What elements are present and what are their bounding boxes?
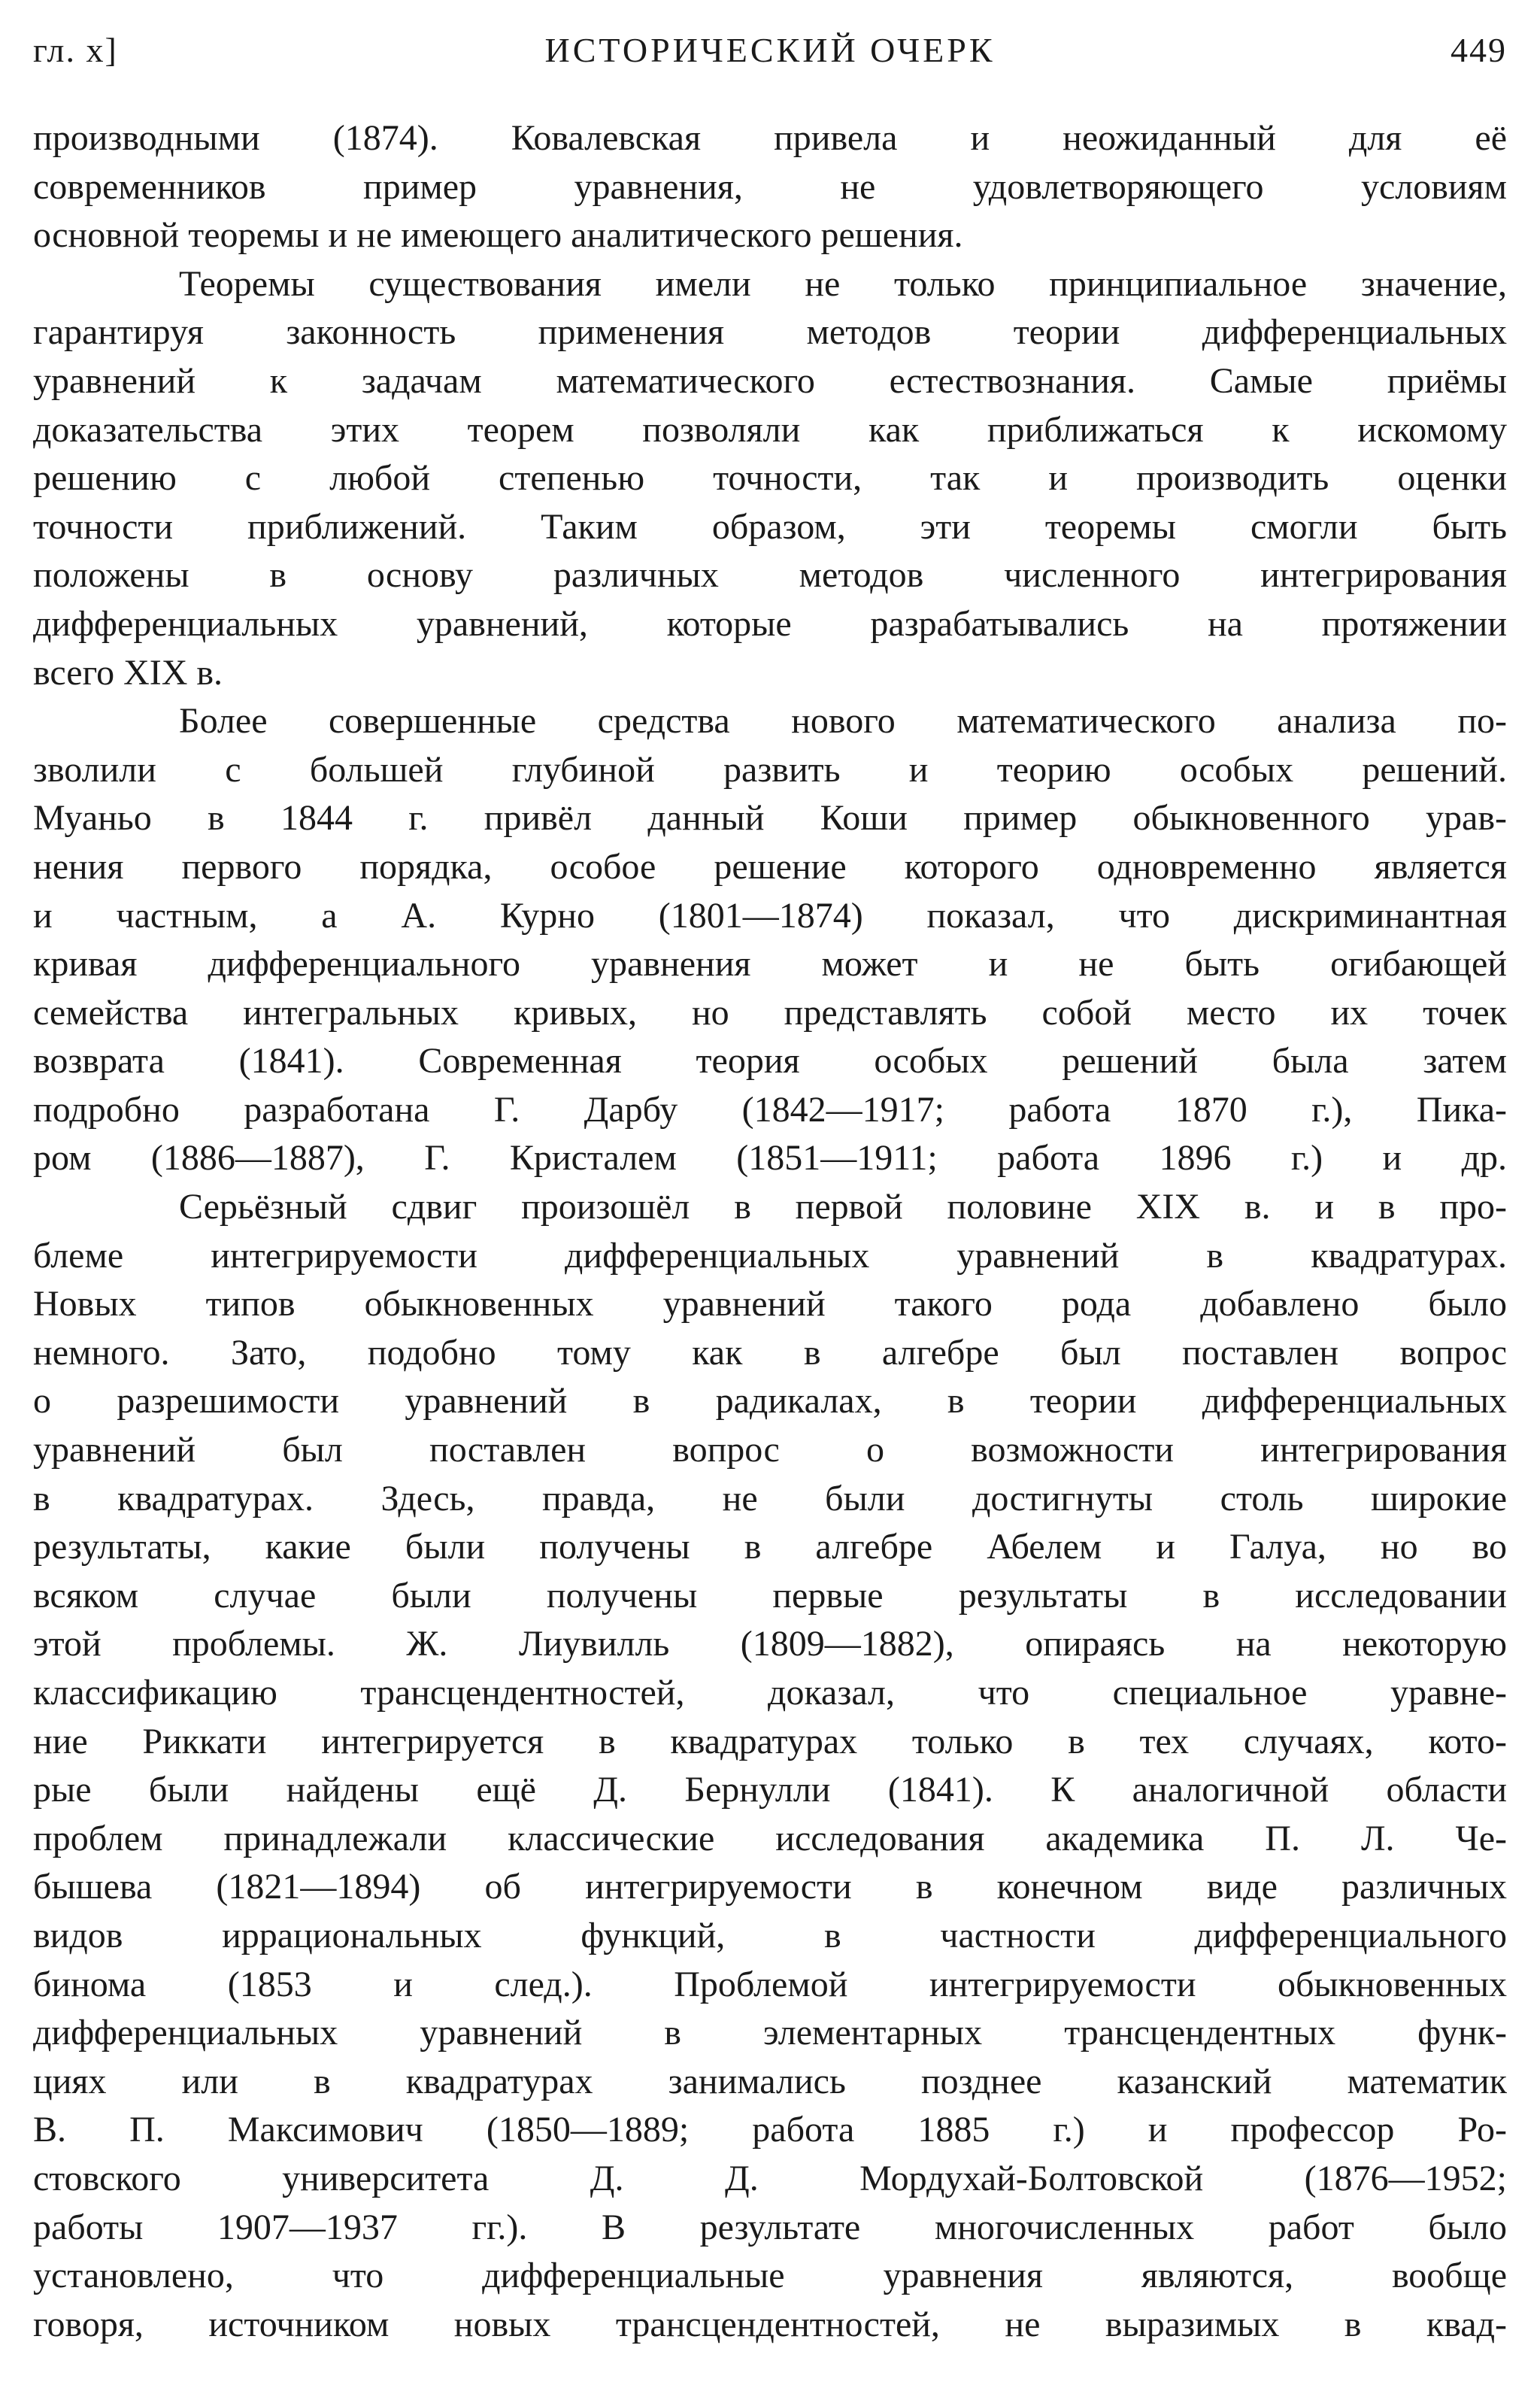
text-line: уравнений был поставлен вопрос о возможности интегрирования — [33, 1430, 1507, 1470]
text-line: дифференциальных уравнений, которые разрабатывались на протяжении — [33, 603, 1507, 644]
text-line: кривая дифференциального уравнения может и не быть огибающей — [33, 944, 1507, 985]
text-line: бышева (1821—1894) об интегрируемости в конечном виде различных — [33, 1867, 1507, 1907]
text-line: В. П. Максимович (1850—1889; работа 1885 г.) и профессор Ро- — [33, 2110, 1507, 2150]
text-line: всего XIX в. — [33, 652, 223, 693]
text-line: ром (1886—1887), Г. Кристалем (1851—1911; работа 1896 г.) и др. — [33, 1138, 1507, 1179]
text-line: проблем принадлежали классические исследования академика П. Л. Че- — [33, 1818, 1507, 1858]
text-line: уравнений к задачам математического естествознания. Самые приёмы — [33, 360, 1507, 401]
text-line: видов иррациональных функций, в частности дифференциального — [33, 1915, 1507, 1955]
text-line: о разрешимости уравнений в радикалах, в теории дифференциальных — [33, 1381, 1507, 1421]
text-line: гарантируя законность применения методов теории дифференциальных — [33, 312, 1507, 353]
text-line: классификацию трансцендентностей, доказал, что специальное уравне- — [33, 1673, 1507, 1713]
body-text — [33, 114, 1507, 2349]
text-line: и частным, а А. Курно (1801—1874) показал, что дискриминантная — [33, 895, 1507, 936]
text-line: результаты, какие были получены в алгебре Абелем и Галуа, но во — [33, 1527, 1507, 1567]
text-line: нения первого порядка, особое решение которого одновременно является — [33, 846, 1507, 887]
text-line: Серьёзный сдвиг произошёл в первой половине XIX в. и в про- — [179, 1187, 1507, 1227]
text-line: стовского университета Д. Д. Мордухай-Болтовской (1876—1952; — [33, 2158, 1507, 2198]
text-line: этой проблемы. Ж. Лиувилль (1809—1882), опираясь на некоторую — [33, 1624, 1507, 1664]
text-line: Муаньо в 1844 г. привёл данный Коши пример обыкновенного урав- — [33, 798, 1507, 839]
chapter-label: гл. x] — [33, 31, 118, 69]
text-line: решению с любой степенью точности, так и производить оценки — [33, 458, 1507, 499]
text-line: доказательства этих теорем позволяли как приближаться к искомому — [33, 409, 1507, 450]
text-line: всяком случае были получены первые результаты в исследовании — [33, 1575, 1507, 1616]
text-line: работы 1907—1937 гг.). В результате многочисленных работ было — [33, 2207, 1507, 2247]
text-line: Теоремы существования имели не только принципиальное значение, — [179, 263, 1507, 304]
text-line: Более совершенные средства нового математического анализа по- — [179, 701, 1507, 742]
running-header — [33, 30, 1507, 83]
text-line: циях или в квадратурах занимались позднее казанский математик — [33, 2061, 1507, 2101]
text-line: зволили с большей глубиной развить и теорию особых решений. — [33, 749, 1507, 790]
book-page — [33, 0, 1507, 2406]
text-line: основной теоремы и не имеющего аналитического решения. — [33, 215, 963, 256]
text-line: Новых типов обыкновенных уравнений такого рода добавлено было — [33, 1284, 1507, 1324]
text-line: в квадратурах. Здесь, правда, не были достигнуты столь широкие — [33, 1478, 1507, 1519]
text-line: ние Риккати интегрируется в квадратурах только в тех случаях, кото- — [33, 1721, 1507, 1761]
text-line: бинома (1853 и след.). Проблемой интегрируемости обыкновенных — [33, 1964, 1507, 2004]
text-line: говоря, источником новых трансцендентностей, не выразимых в квад- — [33, 2304, 1507, 2344]
text-line: установлено, что дифференциальные уравнения являются, вообще — [33, 2256, 1507, 2296]
text-line: современников пример уравнения, не удовлетворяющего условиям — [33, 166, 1507, 207]
text-line: точности приближений. Таким образом, эти теоремы смогли быть — [33, 506, 1507, 547]
text-line: подробно разработана Г. Дарбу (1842—1917; работа 1870 г.), Пика- — [33, 1089, 1507, 1130]
text-line: дифференциальных уравнений в элементарных трансцендентных функ- — [33, 2013, 1507, 2053]
text-line: положены в основу различных методов численного интегрирования — [33, 555, 1507, 596]
running-title: ИСТОРИЧЕСКИЙ ОЧЕРК — [544, 31, 996, 69]
text-line: немного. Зато, подобно тому как в алгебре был поставлен вопрос — [33, 1332, 1507, 1373]
page-number: 449 — [1451, 31, 1507, 69]
text-line: возврата (1841). Современная теория особых решений была затем — [33, 1041, 1507, 1082]
text-line: рые были найдены ещё Д. Бернулли (1841). К аналогичной области — [33, 1770, 1507, 1810]
text-line: семейства интегральных кривых, но представлять собой место их точек — [33, 992, 1507, 1033]
text-line: блеме интегрируемости дифференциальных уравнений в квадратурах. — [33, 1235, 1507, 1276]
text-line: производными (1874). Ковалевская привела и неожиданный для её — [33, 118, 1507, 158]
